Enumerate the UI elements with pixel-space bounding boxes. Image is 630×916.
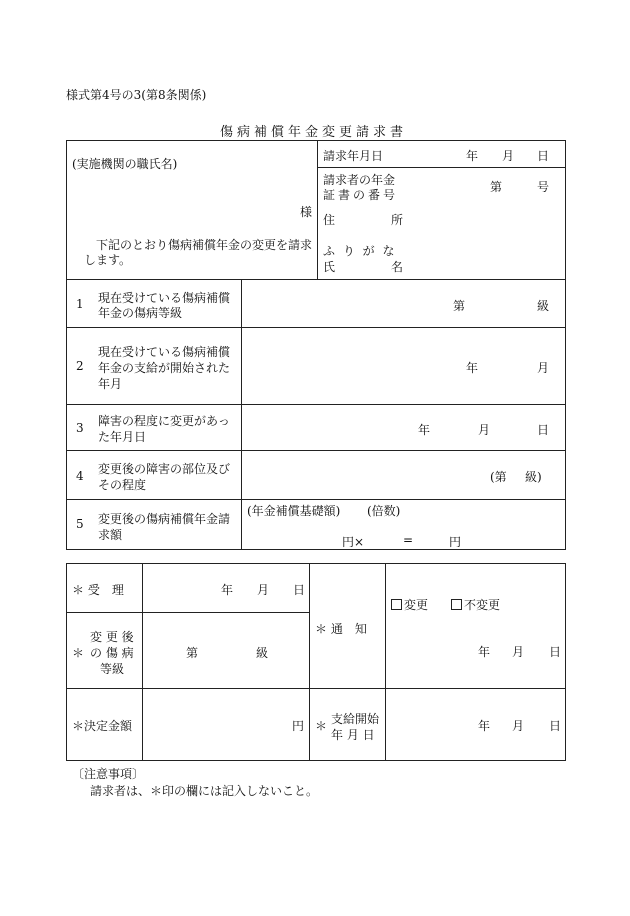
unchanged-option: 不変更	[451, 596, 500, 613]
start-year: 年	[478, 719, 491, 733]
item-value: 年	[418, 423, 431, 437]
item-value: 日	[537, 423, 550, 437]
grade-label-1: 変 更 後	[90, 630, 134, 644]
item-label: 年金の傷病等級	[98, 306, 183, 320]
amount-label: ＊決定金額	[72, 719, 133, 733]
grade-label-2: の 傷 病	[90, 646, 134, 660]
item-label: 障害の程度に変更があっ	[98, 414, 230, 428]
cert-dai: 第	[490, 180, 503, 194]
multiplier-label: (倍数)	[367, 504, 401, 518]
item-value: 級)	[525, 470, 542, 484]
item-label: 求額	[98, 528, 123, 542]
notice-label: ＊ 通 知	[315, 622, 367, 636]
item-number: 5	[76, 517, 84, 531]
item-label: 年月	[98, 377, 123, 391]
amount-yen: 円	[292, 719, 305, 733]
item-label: その程度	[98, 478, 147, 492]
accept-day: 日	[293, 583, 306, 597]
start-label-2: 年 月 日	[331, 728, 375, 742]
cert-label-1: 請求者の年金	[323, 173, 396, 187]
base-amount-label: (年金補償基礎額)	[247, 504, 341, 518]
date-year: 年	[466, 149, 479, 163]
name-label-1: 氏	[323, 260, 336, 274]
name-label-2: 名	[391, 260, 404, 274]
notes-heading: 〔注意事項〕	[72, 767, 145, 781]
item-value: (第	[490, 470, 507, 484]
item-value: 級	[537, 299, 550, 313]
request-text-2: します。	[84, 253, 132, 267]
changed-checkbox-icon[interactable]	[391, 599, 402, 610]
item-value: 月	[478, 423, 491, 437]
form-title: 傷病補償年金変更請求書	[220, 125, 408, 140]
request-text-1: 下記のとおり傷病補償年金の変更を請求	[96, 238, 313, 252]
address-label-1: 住	[323, 213, 336, 227]
agency-label: (実施機関の職氏名)	[72, 157, 178, 171]
start-label-1: 支給開始	[331, 712, 380, 726]
accept-month: 月	[257, 583, 270, 597]
unchanged-checkbox-icon[interactable]	[451, 599, 462, 610]
grade-dai: 第	[186, 646, 199, 660]
item-label: 現在受けている傷病補償	[98, 345, 231, 359]
item-number: 3	[76, 421, 84, 435]
accept-label: ＊ 受 理	[72, 583, 124, 597]
date-day: 日	[537, 149, 550, 163]
item-number: 4	[76, 469, 84, 483]
notice-month: 月	[512, 645, 525, 659]
furigana-label: ふ り が な	[323, 244, 397, 258]
item-label: 変更後の障害の部位及び	[98, 462, 231, 476]
form-number: 様式第4号の3(第8条関係)	[66, 88, 207, 102]
grade-label-3: 等級	[100, 662, 125, 676]
item-label: 年金の支給が開始された	[98, 361, 231, 375]
notice-day: 日	[549, 645, 562, 659]
cert-label-2: 証書の番号	[323, 188, 399, 202]
item-number: 1	[76, 297, 84, 311]
grade-star: ＊	[72, 646, 85, 660]
start-month: 月	[512, 719, 525, 733]
cert-go: 号	[537, 180, 550, 194]
address-label-2: 所	[391, 213, 404, 227]
item-label: 変更後の傷病補償年金請	[98, 512, 231, 526]
start-star: ＊	[315, 719, 328, 733]
sama-text: 様	[300, 205, 313, 219]
item-value: 第	[453, 299, 466, 313]
changed-option: 変更	[391, 596, 428, 613]
item-value: 月	[537, 361, 550, 375]
item-number: 2	[76, 359, 84, 373]
equals-sign: =	[403, 533, 414, 547]
notice-year: 年	[478, 645, 491, 659]
start-day: 日	[549, 719, 562, 733]
item-value: 年	[466, 361, 479, 375]
date-month: 月	[502, 149, 515, 163]
item-label: た年月日	[98, 430, 147, 444]
yen-times: 円×	[342, 535, 365, 549]
item-label: 現在受けている傷病補償	[98, 291, 231, 305]
date-label: 請求年月日	[323, 149, 384, 163]
notes-line: 請求者は、＊印の欄には記入しないこと。	[90, 784, 319, 798]
grade-kyu: 級	[256, 646, 269, 660]
yen-result: 円	[449, 535, 462, 549]
accept-year: 年	[221, 583, 234, 597]
